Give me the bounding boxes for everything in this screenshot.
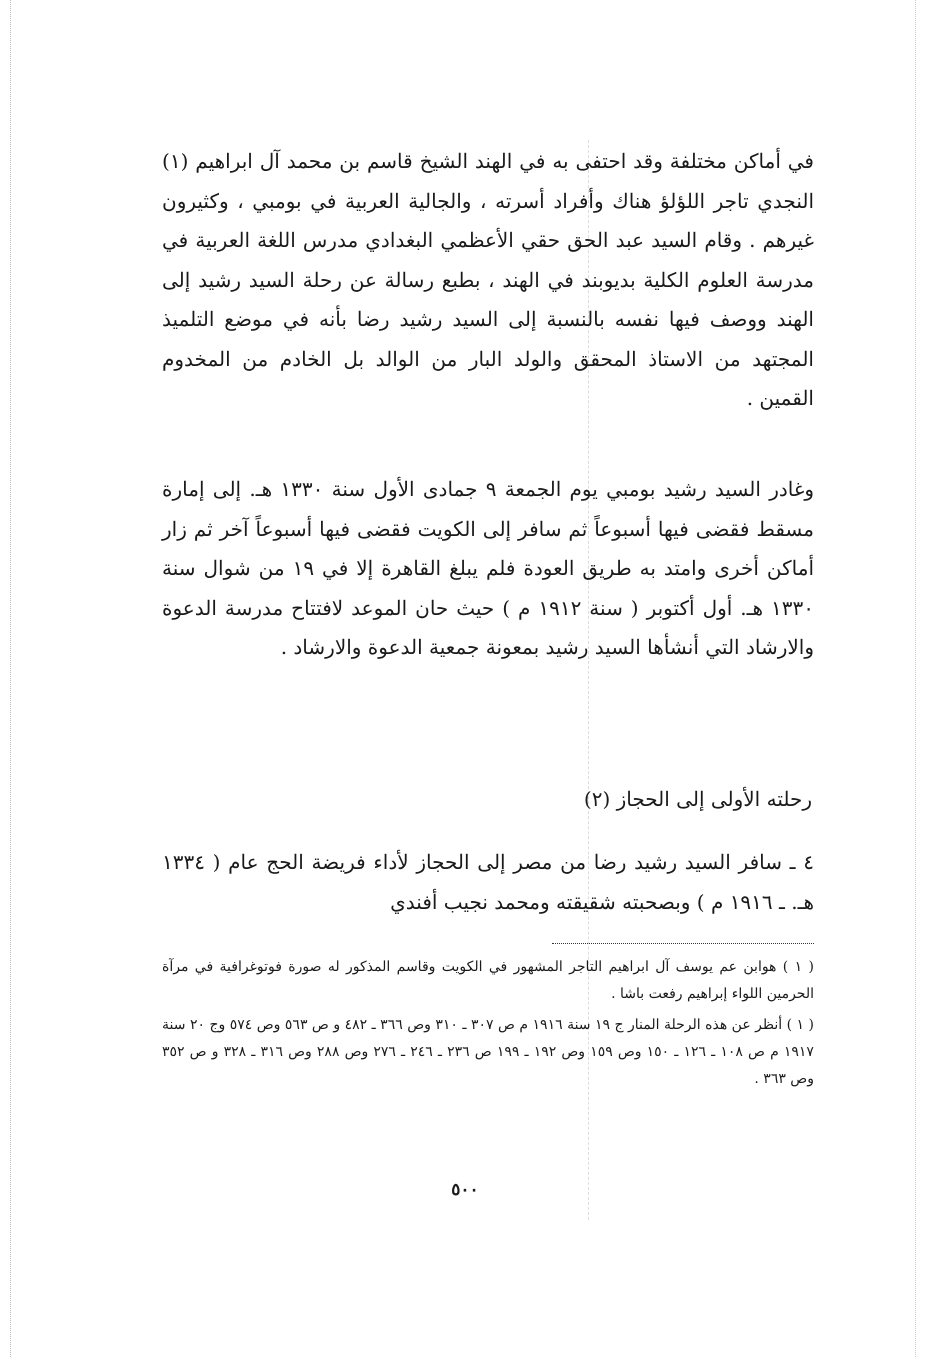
scan-edge-right [915, 0, 916, 1357]
paragraph-2-block [162, 470, 814, 668]
paragraph-1-block [162, 142, 814, 419]
paragraph-1: في أماكن مختلفة وقد احتفى به في الهند الشيخ قاسم بن محمد آل ابراهيم (١) النجدي تاجر اللؤلؤ هناك وأفراد أسرته ، والجالية العربية في بومبي ، وكثيرون غيرهم . وقام السيد عبد الحق حقي الأعظمي البغدادي مدرس اللغة العربية في مدرسة العلوم الكلية بديوبند في الهند ، بطبع رسالة عن رحلة السيد رشيد إلى الهند ووصف فيها نفسه بالنسبة إلى السيد رشيد رضا بأنه في موضع التلميذ المجتهد من الاستاذ المحقق والولد البار من الوالد بل الخادم من المخدوم القمين . [162, 149, 814, 410]
paragraph-2: وغادر السيد رشيد بومبي يوم الجمعة ٩ جمادى الأول سنة ١٣٣٠ هـ. إلى إمارة مسقط فقضى فيها أسبوعاً ثم سافر إلى الكويت فقضى فيها أسبوعاً آخر ثم زار أماكن أخرى وامتد به طريق العودة فلم يبلغ القاهرة إلا في ١٩ من شوال سنة ١٣٣٠ هـ. أول أكتوبر ( سنة ١٩١٢ م ) حيث حان الموعد لافتتاح مدرسة الدعوة والارشاد التي أنشأها السيد رشيد بمعونة جمعية الدعوة والارشاد . [162, 477, 815, 659]
footnote-1: ( ١ ) هوابن عم يوسف آل ابراهيم التاجر المشهور في الكويت وقاسم المذكور له صورة فوتوغرافية في مرآة الحرمين اللواء إبراهيم رفعت باشا . [162, 959, 814, 1002]
footnote-2: ( ١ ) أنظر عن هذه الرحلة المنار ج ١٩ سنة ١٩١٦ م ص ٣٠٧ ـ ٣١٠ وص ٣٦٦ ـ ٤٨٢ و ص ٥٦٣ وص ٥٧٤ وج ٢٠ سنة ١٩١٧ م ص ١٠٨ ـ ١٢٦ ـ ١٥٠ وص ١٥٩ وص ١٩٢ ـ ١٩٩ ص ٢٣٦ ـ ٢٤٦ ـ ٢٧٦ وص ٢٨٨ وص ٣١٦ ـ ٣٢٨ و ص ٣٥٢ وص ٣٦٣ . [162, 1017, 814, 1087]
scan-edge-left [10, 0, 11, 1357]
footnotes [162, 954, 814, 1097]
section-heading: رحلته الأولى إلى الحجاز (٢) [583, 787, 812, 811]
footnote-separator [552, 943, 814, 944]
paragraph-3: ٤ ـ سافر السيد رشيد رضا من مصر إلى الحجاز لأداء فريضة الحج عام ( ١٣٣٤ هـ. ـ ١٩١٦ م ) وبصحبته شقيقته ومحمد نجيب أفندي [162, 850, 814, 914]
paragraph-3-block [162, 843, 814, 922]
page-number: ٥٠٠ [451, 1180, 479, 1200]
